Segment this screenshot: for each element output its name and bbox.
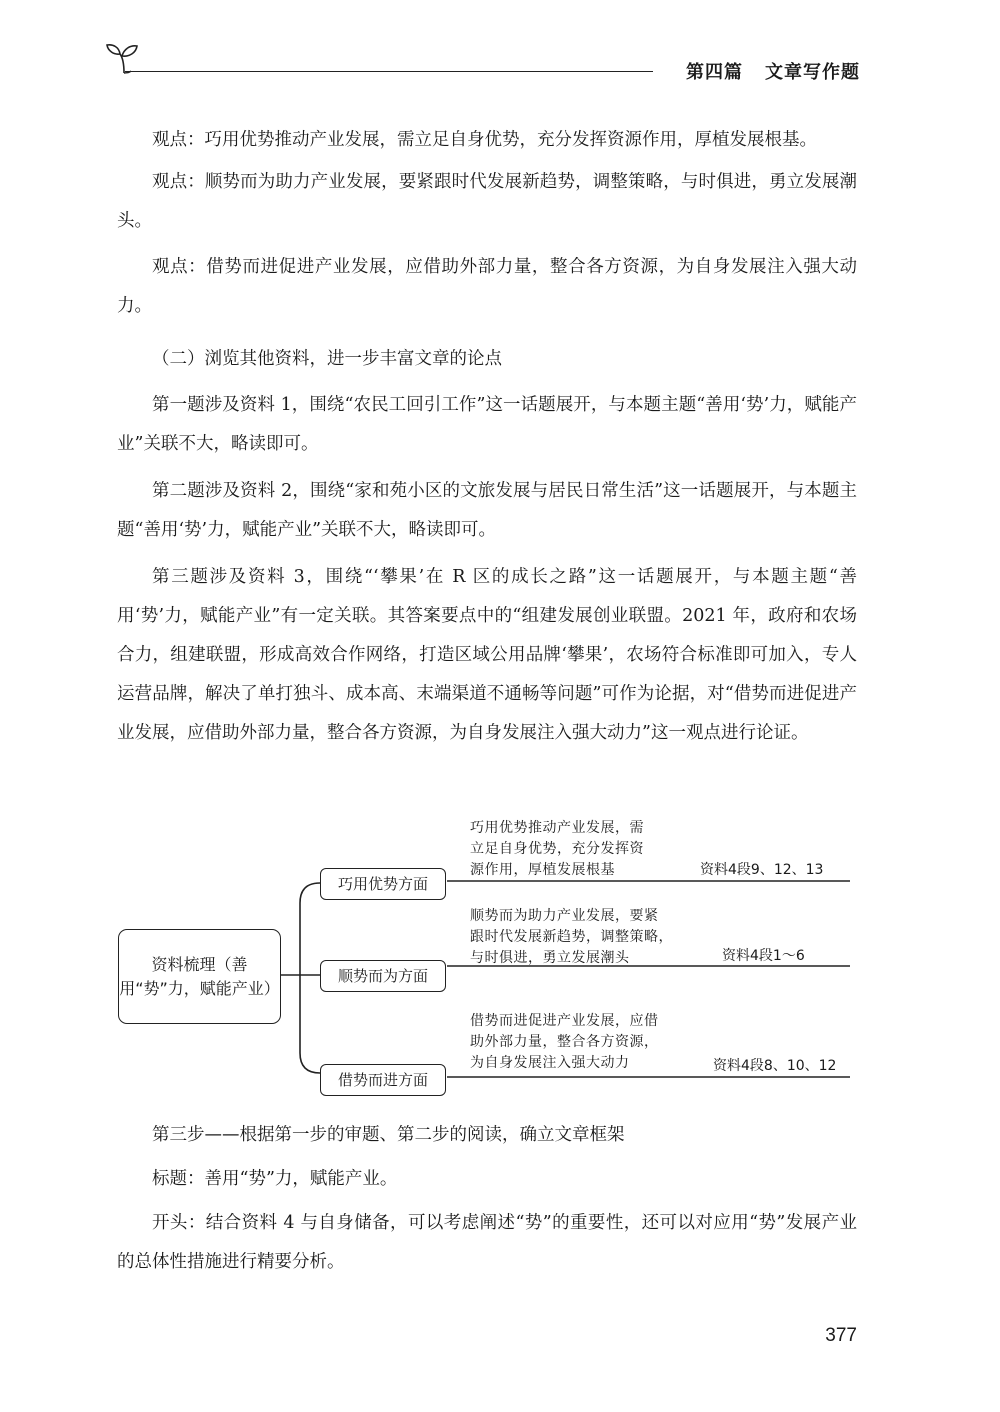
page-number: 377	[825, 1325, 857, 1346]
mind-map	[110, 815, 870, 1100]
branch-desc-1	[470, 818, 644, 881]
section-heading: （二）浏览其他资料，进一步丰富文章的论点	[152, 349, 502, 369]
branch-desc-1-line-1: 巧用优势推动产业发展，需	[470, 820, 644, 836]
branch-desc-3-line-2: 助外部力量，整合各方资源，	[470, 1034, 659, 1050]
header-rule	[125, 71, 653, 72]
running-header	[686, 58, 860, 84]
viewpoint-1: 观点：巧用优势推动产业发展，需立足自身优势，充分发挥资源作用，厚植发展根基。	[152, 130, 817, 150]
branch-desc-3-line-3: 为自身发展注入强大动力	[470, 1055, 630, 1071]
branch-desc-2-line-3: 与时俱进，勇立发展潮头	[470, 950, 630, 966]
viewpoint-3: 观点：借势而进促进产业发展，应借助外部力量，整合各方资源，为自身发展注入强大动力。	[117, 257, 857, 316]
body-paragraph-2: 第二题涉及资料 2，围绕“家和苑小区的文旅发展与居民日常生活”这一话题展开，与本题主题“善用‘势’力，赋能产业”关联不大，略读即可。	[117, 481, 857, 540]
branch-desc-3-line-1: 借势而进促进产业发展，应借	[470, 1013, 659, 1029]
mind-map-root: 资料梳理（善用“势”力，赋能产业）	[118, 929, 281, 1024]
branch-desc-1-line-2: 立足自身优势，充分发挥资	[470, 841, 644, 857]
framework-opening: 开头：结合资料 4 与自身储备，可以考虑阐述“势”的重要性，还可以对应用“势”发展产业的总体性措施进行精要分析。	[117, 1213, 857, 1272]
branch-ref-1: 资料4段9、12、13	[700, 862, 824, 878]
viewpoint-2: 观点：顺势而为助力产业发展，要紧跟时代发展新趋势，调整策略，与时俱进，勇立发展潮头。	[117, 172, 857, 231]
branch-label-1: 巧用优势方面	[320, 868, 446, 900]
connector-trunk	[300, 883, 320, 1073]
branch-desc-2-line-2: 跟时代发展新趋势，调整策略，	[470, 929, 673, 945]
framework-title-line: 标题：善用“势”力，赋能产业。	[152, 1169, 398, 1189]
branch-desc-2-line-1: 顺势而为助力产业发展，要紧	[470, 908, 659, 924]
branch-ref-3: 资料4段8、10、12	[713, 1058, 837, 1074]
header-chapter: 第四篇	[686, 62, 743, 83]
branch-desc-1-line-3: 源作用，厚植发展根基	[470, 862, 615, 878]
branch-label-3: 借势而进方面	[320, 1064, 446, 1096]
branch-label-2: 顺势而为方面	[320, 960, 446, 992]
branch-desc-2	[470, 906, 673, 969]
branch-ref-2: 资料4段1～6	[722, 948, 805, 964]
branch-desc-3	[470, 1011, 659, 1074]
body-paragraph-3: 第三题涉及资料 3，围绕“‘攀果’在 R 区的成长之路”这一话题展开，与本题主题“善用‘势’力，赋能产业”有一定关联。其答案要点中的“组建发展创业联盟。2021 年，政府和农场合力，组建联盟，形成高效合作网络，打造区域公用品牌‘攀果’，农场符合标准即可加入，专人运营品牌，解决了单打独斗、成本高、末端渠道不通畅等问题”可作为论据，对“借势而进促进产业发展，应借助外部力量，整合各方资源，为自身发展注入强大动力”这一观点进行论证。	[117, 567, 857, 743]
header-section-title: 文章写作题	[765, 62, 860, 83]
body-paragraph-1: 第一题涉及资料 1，围绕“农民工回引工作”这一话题展开，与本题主题“善用‘势’力，赋能产业”关联不大，略读即可。	[117, 395, 857, 454]
step-three-heading: 第三步——根据第一步的审题、第二步的阅读，确立文章框架	[152, 1125, 625, 1145]
